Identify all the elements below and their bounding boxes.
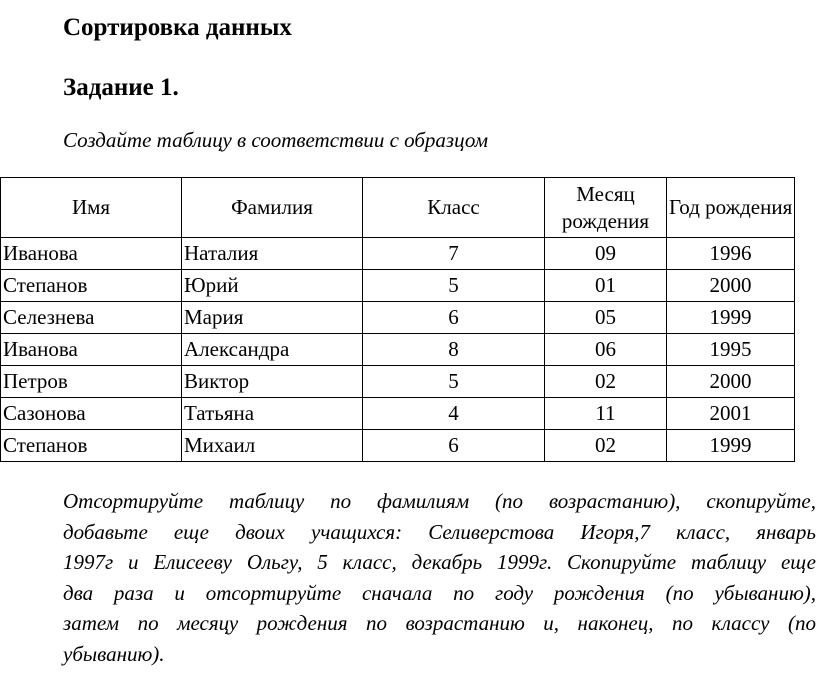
table-row xyxy=(1,366,795,398)
cell-last-name: Виктор xyxy=(182,366,363,398)
cell-birth-year: 2001 xyxy=(667,398,795,430)
cell-birth-month: 09 xyxy=(545,238,667,270)
task-line: 1997г и Елисееву Ольгу, 5 класс, декабрь 1999г. Скопируйте таблицу еще xyxy=(63,550,816,575)
header-class: Класс xyxy=(363,178,545,238)
cell-class: 6 xyxy=(363,430,545,462)
task-line: добавьте еще двоих учащихся: Селиверстова Игоря,7 класс, январь xyxy=(63,519,816,544)
cell-birth-month: 11 xyxy=(545,398,667,430)
cell-last-name: Татьяна xyxy=(182,398,363,430)
cell-last-name: Юрий xyxy=(182,270,363,302)
cell-last-name: Мария xyxy=(182,302,363,334)
cell-birth-year: 1995 xyxy=(667,334,795,366)
cell-birth-year: 1999 xyxy=(667,302,795,334)
cell-birth-year: 2000 xyxy=(667,270,795,302)
task-line: затем по месяцу рождения по возрастанию и, наконец, по классу (по xyxy=(63,611,816,636)
cell-class: 7 xyxy=(363,238,545,270)
cell-birth-month: 05 xyxy=(545,302,667,334)
table-row xyxy=(1,398,795,430)
cell-class: 6 xyxy=(363,302,545,334)
cell-first-name: Иванова xyxy=(1,238,182,270)
instruction-text: Создайте таблицу в соответствии с образцом xyxy=(63,128,488,152)
cell-birth-month: 02 xyxy=(545,366,667,398)
table-row xyxy=(1,430,795,462)
cell-first-name: Сазонова xyxy=(1,398,182,430)
header-first-name: Имя xyxy=(1,178,182,238)
task-description xyxy=(63,486,816,670)
cell-birth-month: 06 xyxy=(545,334,667,366)
table-row xyxy=(1,270,795,302)
page-title: Сортировка данных xyxy=(63,14,292,41)
table-row xyxy=(1,238,795,270)
cell-first-name: Степанов xyxy=(1,430,182,462)
students-table xyxy=(0,177,795,462)
table-row xyxy=(1,302,795,334)
task-line: два раза и отсортируйте сначала по году рождения (по убыванию), xyxy=(63,580,816,605)
cell-class: 5 xyxy=(363,366,545,398)
task-title: Задание 1. xyxy=(63,74,179,101)
cell-first-name: Степанов xyxy=(1,270,182,302)
cell-last-name: Александра xyxy=(182,334,363,366)
cell-class: 8 xyxy=(363,334,545,366)
cell-first-name: Иванова xyxy=(1,334,182,366)
cell-birth-year: 1999 xyxy=(667,430,795,462)
table-header-row xyxy=(1,178,795,238)
table-row xyxy=(1,334,795,366)
header-last-name: Фамилия xyxy=(182,178,363,238)
header-birth-year: Год рождения xyxy=(667,178,795,238)
cell-first-name: Петров xyxy=(1,366,182,398)
task-line: Отсортируйте таблицу по фамилиям (по возрастанию), скопируйте, xyxy=(63,489,816,513)
header-birth-month: Месяц рождения xyxy=(545,178,667,238)
cell-birth-month: 01 xyxy=(545,270,667,302)
cell-class: 4 xyxy=(363,398,545,430)
cell-first-name: Селезнева xyxy=(1,302,182,334)
cell-birth-year: 2000 xyxy=(667,366,795,398)
cell-last-name: Михаил xyxy=(182,430,363,462)
cell-last-name: Наталия xyxy=(182,238,363,270)
task-line: убыванию). xyxy=(63,641,165,666)
cell-birth-month: 02 xyxy=(545,430,667,462)
cell-birth-year: 1996 xyxy=(667,238,795,270)
cell-class: 5 xyxy=(363,270,545,302)
